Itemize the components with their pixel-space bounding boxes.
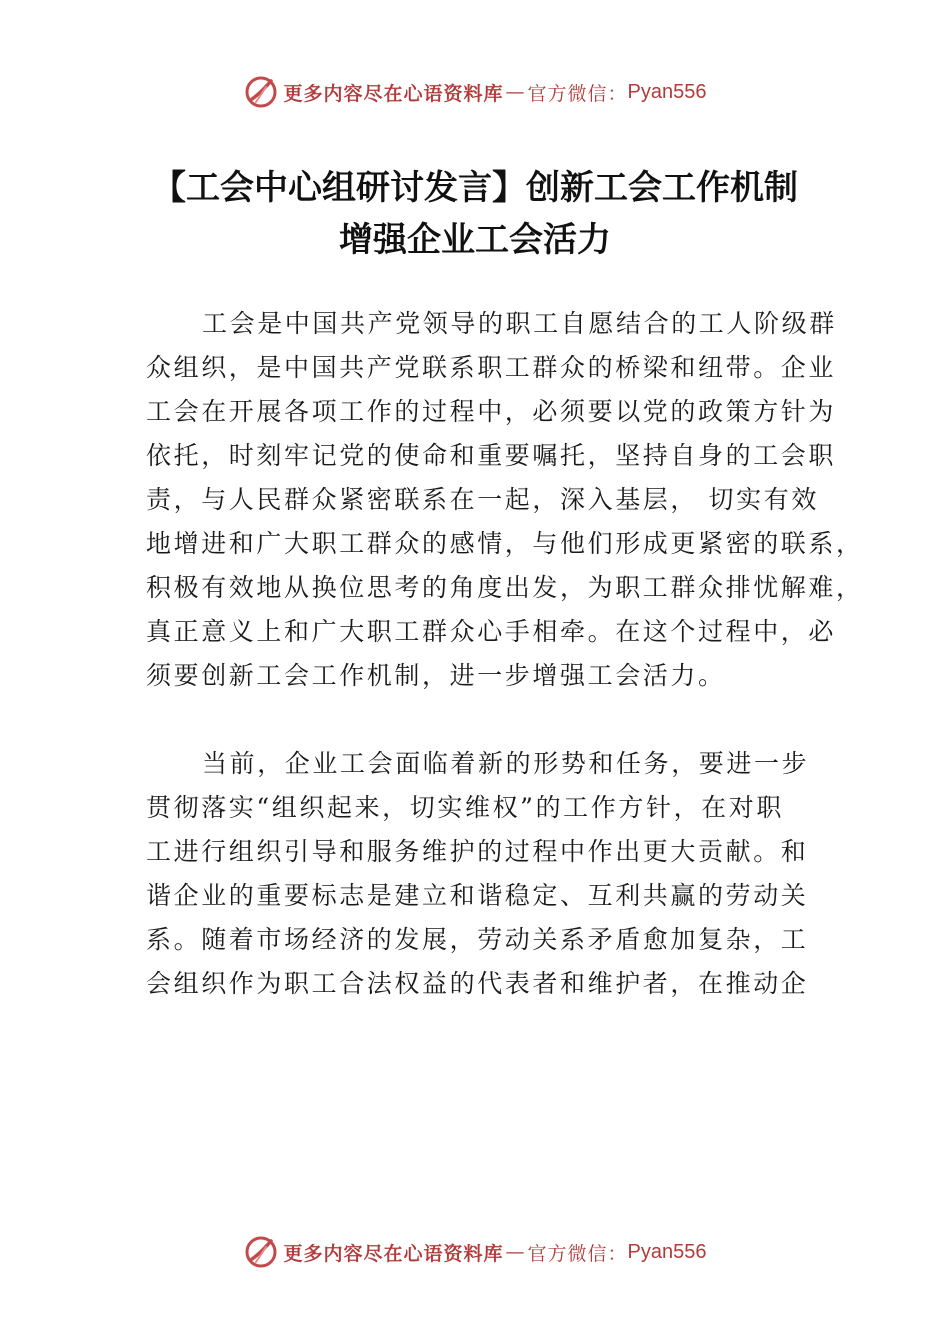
- title-line-1: 【工会中心组研讨发言】创新工会工作机制: [152, 168, 798, 208]
- paragraph-line: 真正意义上和广大职工群众心手相牵。在这个过程中，必: [146, 617, 837, 646]
- header-banner: [0, 72, 950, 112]
- banner-text: 更多内容尽在心语资料库: [283, 1242, 504, 1265]
- paragraph-line: 众组织，是中国共产党联系职工群众的桥梁和纽带。企业: [146, 353, 837, 382]
- banner-label: 官方微信：: [527, 82, 628, 105]
- paragraph-line: 责，与人民群众紧密联系在一起，深入基层， 切实有效: [146, 485, 819, 514]
- paragraph-line: 谐企业的重要标志是建立和谐稳定、互利共赢的劳动关: [146, 881, 809, 910]
- banner-label: 官方微信：: [527, 1242, 628, 1265]
- document-title: [90, 162, 860, 266]
- paragraph-line: 地增进和广大职工群众的感情，与他们形成更紧密的联系，: [146, 529, 864, 558]
- banner-separator: —: [505, 1241, 526, 1263]
- paragraph-line: 工进行组织引导和服务维护的过程中作出更大贡献。和: [146, 837, 809, 866]
- document-body: [146, 302, 864, 1006]
- paragraph-line: 工会在开展各项工作的过程中，必须要以党的政策方针为: [146, 397, 837, 426]
- paragraph-1: [146, 302, 864, 698]
- paragraph-2: [146, 742, 836, 1006]
- paragraph-line: 贯彻落实“组织起来，切实维权”的工作方针，在对职: [146, 793, 784, 822]
- paragraph-line: 系。随着市场经济的发展，劳动关系矛盾愈加复杂，工: [146, 925, 809, 954]
- title-line-2: 增强企业工会活力: [339, 220, 611, 260]
- paragraph-line: 积极有效地从换位思考的角度出发，为职工群众排忧解难，: [146, 573, 864, 602]
- paragraph-line: 会组织作为职工合法权益的代表者和维护者，在推动企: [146, 969, 809, 998]
- brush-logo-icon: [244, 1235, 278, 1269]
- banner-wechat-id: Pyan556: [627, 1240, 707, 1263]
- paragraph-line: 依托，时刻牢记党的使命和重要嘱托，坚持自身的工会职: [146, 441, 837, 470]
- banner-separator: —: [505, 81, 526, 103]
- paragraph-line: 须要创新工会工作机制，进一步增强工会活力。: [146, 661, 726, 690]
- banner-text: 更多内容尽在心语资料库: [283, 82, 504, 105]
- paragraph-line: 当前，企业工会面临着新的形势和任务，要进一步: [202, 749, 810, 778]
- paragraph-line: 工会是中国共产党领导的职工自愿结合的工人阶级群: [202, 309, 837, 338]
- brush-logo-icon: [244, 75, 278, 109]
- paragraph-gap: [146, 698, 836, 742]
- footer-banner: [0, 1232, 950, 1272]
- banner-wechat-id: Pyan556: [627, 80, 707, 103]
